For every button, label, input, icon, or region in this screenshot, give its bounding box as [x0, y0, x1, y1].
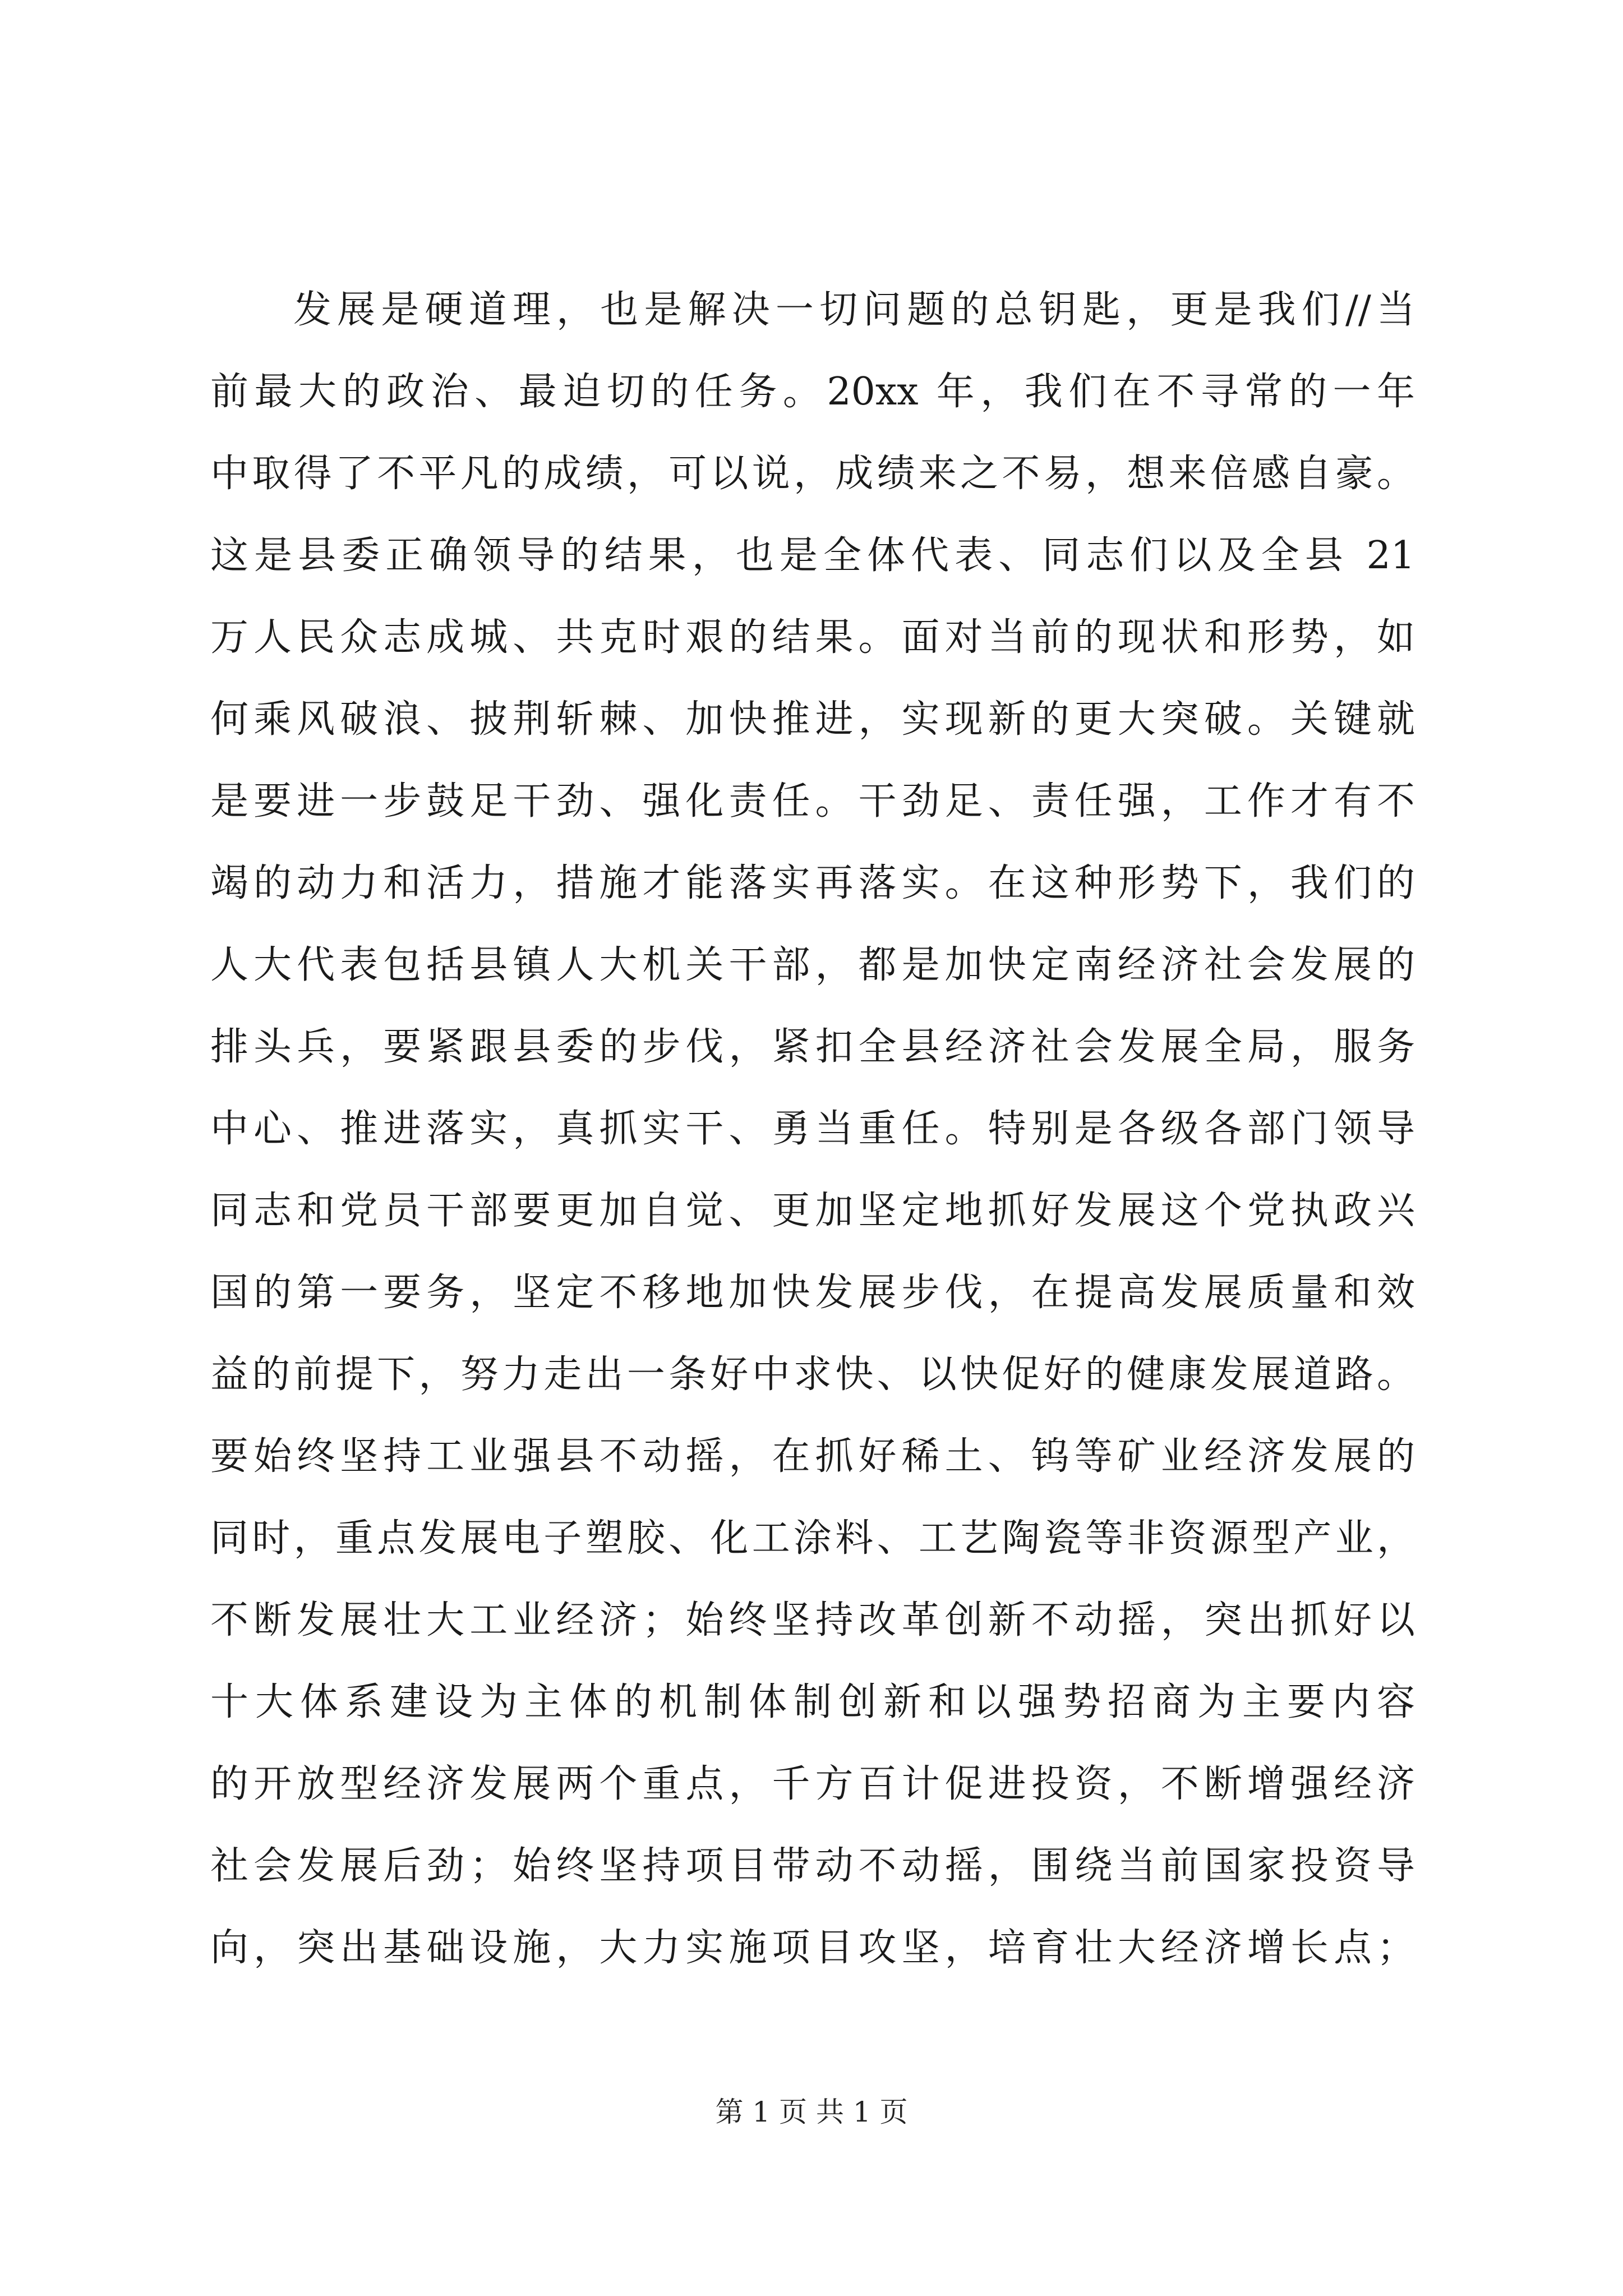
body-paragraph	[210, 269, 1415, 1989]
paragraph-line: 中取得了不平凡的成绩，可以说，成绩来之不易，想来倍感自豪。	[210, 452, 1415, 496]
paragraph-line: 万人民众志成城、共克时艰的结果。面对当前的现状和形势，如	[210, 615, 1415, 660]
paragraph-line: 国的第一要务，坚定不移地加快发展步伐，在提高发展质量和效	[210, 1271, 1415, 1315]
paragraph-line: 这是县委正确领导的结果，也是全体代表、同志们以及全县 21	[210, 533, 1415, 578]
paragraph-line: 同时，重点发展电子塑胶、化工涂料、工艺陶瓷等非资源型产业，	[210, 1516, 1415, 1561]
paragraph-line: 的开放型经济发展两个重点，千方百计促进投资，不断增强经济	[210, 1762, 1415, 1806]
paragraph-line: 同志和党员干部要更加自觉、更加坚定地抓好发展这个党执政兴	[210, 1189, 1415, 1233]
paragraph-line: 是要进一步鼓足干劲、强化责任。干劲足、责任强，工作才有不	[210, 779, 1415, 823]
paragraph-line: 社会发展后劲；始终坚持项目带动不动摇，围绕当前国家投资导	[210, 1844, 1415, 1888]
paragraph-line: 排头兵，要紧跟县委的步伐，紧扣全县经济社会发展全局，服务	[210, 1025, 1415, 1069]
paragraph-line: 不断发展壮大工业经济；始终坚持改革创新不动摇，突出抓好以	[210, 1598, 1415, 1642]
page-footer	[0, 2095, 1623, 2129]
page-number-label: 第 1 页 共 1 页	[715, 2096, 908, 2128]
paragraph-line: 要始终坚持工业强县不动摇，在抓好稀土、钨等矿业经济发展的	[210, 1434, 1415, 1479]
paragraph-line: 十大体系建设为主体的机制体制创新和以强势招商为主要内容	[210, 1680, 1415, 1724]
paragraph-line: 中心、推进落实，真抓实干、勇当重任。特别是各级各部门领导	[210, 1107, 1415, 1151]
paragraph-line: 向，突出基础设施，大力实施项目攻坚，培育壮大经济增长点；	[210, 1926, 1415, 1970]
paragraph-line: 人大代表包括县镇人大机关干部，都是加快定南经济社会发展的	[210, 943, 1415, 987]
paragraph-line: 前最大的政治、最迫切的任务。20xx 年，我们在不寻常的一年	[210, 370, 1415, 414]
paragraph-line: 何乘风破浪、披荆斩棘、加快推进，实现新的更大突破。关键就	[210, 697, 1415, 742]
paragraph-line: 益的前提下，努力走出一条好中求快、以快促好的健康发展道路。	[210, 1352, 1415, 1397]
paragraph-line: 竭的动力和活力，措施才能落实再落实。在这种形势下，我们的	[210, 861, 1415, 905]
paragraph-line: 发展是硬道理，也是解决一切问题的总钥匙，更是我们//当	[293, 288, 1415, 332]
